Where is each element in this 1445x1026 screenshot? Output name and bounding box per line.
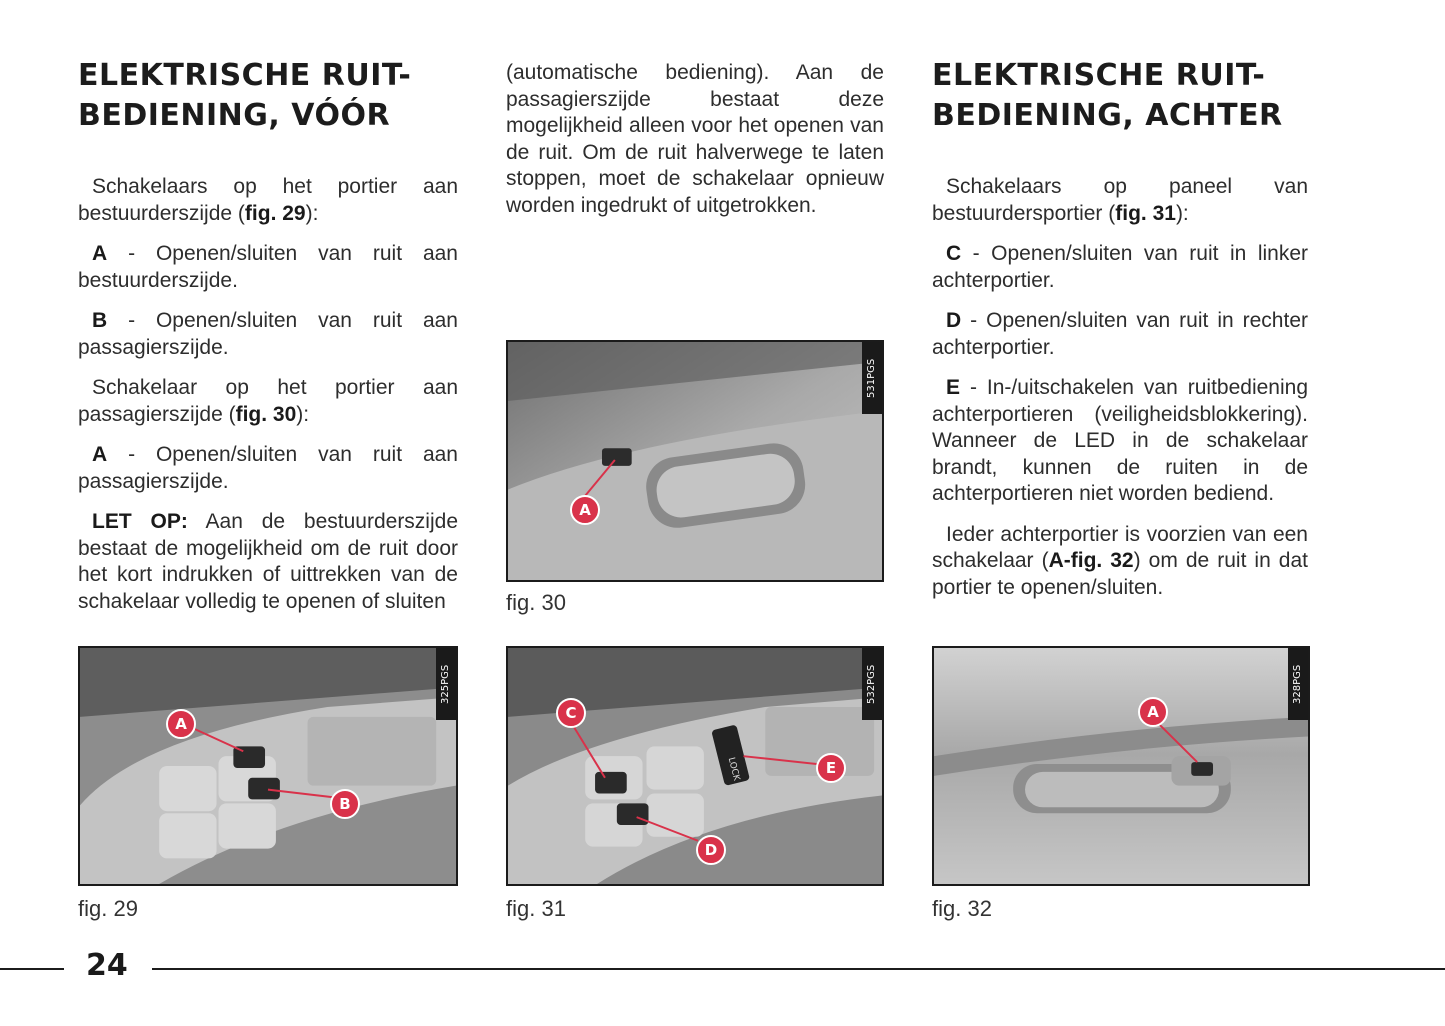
figure-31-caption: fig. 31 xyxy=(506,896,566,921)
left-column-text xyxy=(78,174,458,629)
heading-rear-line1: ELEKTRISCHE RUIT- xyxy=(932,58,1266,93)
right-column-text xyxy=(932,174,1308,615)
figure-29 xyxy=(78,646,458,886)
heading-rear xyxy=(932,56,1283,136)
figure-30-caption: fig. 30 xyxy=(506,590,566,615)
heading-front-line1: ELEKTRISCHE RUIT- xyxy=(78,58,412,93)
figure-31 xyxy=(506,646,884,886)
fig31-switch-c xyxy=(595,772,627,794)
right-paragraph-4: E - In-/uitschakelen van ruitbediening achterportieren (veiligheidsblokkering). Wanneer de LED in de schakelaar brandt, kunnen de ruiten in de achterportieren niet worden bediend. xyxy=(932,376,1308,505)
right-paragraph-3: D - Openen/sluiten van ruit in rechter achterportier. xyxy=(932,309,1308,359)
heading-rear-line2: BEDIENING, ACHTER xyxy=(932,98,1283,133)
callout-d-fig31: D xyxy=(696,835,726,865)
callout-c-fig31: C xyxy=(556,698,586,728)
middle-column-text xyxy=(506,60,884,233)
heading-front xyxy=(78,56,411,136)
figure-29-code: 325PGS xyxy=(436,648,456,720)
heading-front-line2: BEDIENING, VÓÓR xyxy=(78,98,391,133)
left-paragraph-1: Schakelaars op het portier aan bestuurderszijde (fig. 29): xyxy=(78,175,458,225)
footer-rule-right xyxy=(152,968,1445,970)
left-paragraph-6: LET OP: Aan de bestuurderszijde bestaat de mogelijkheid om de ruit door het kort indrukken of uittrekken van de schakelaar volledig te openen of sluiten xyxy=(78,510,458,613)
footer-rule-left xyxy=(0,968,64,970)
figure-30-illustration xyxy=(508,342,882,580)
figure-32-caption: fig. 32 xyxy=(932,896,992,921)
page-number: 24 xyxy=(86,948,128,983)
right-paragraph-2: C - Openen/sluiten van ruit in linker achterportier. xyxy=(932,242,1308,292)
right-paragraph-5: Ieder achterportier is voorzien van een schakelaar (A-fig. 32) om de ruit in dat portier te openen/sluiten. xyxy=(932,522,1309,599)
left-paragraph-4: Schakelaar op het portier aan passagierszijde (fig. 30): xyxy=(78,376,458,426)
figure-30 xyxy=(506,340,884,582)
figure-30-code: 531PGS xyxy=(862,342,882,414)
callout-a-fig32: A xyxy=(1138,697,1168,727)
callout-b-fig29: B xyxy=(330,789,360,819)
left-paragraph-5: A - Openen/sluiten van ruit aan passagierszijde. xyxy=(78,443,458,493)
middle-paragraph-1: (automatische bediening). Aan de passagierszijde bestaat deze mogelijkheid alleen voor het openen van de ruit. Om de ruit halverwege te laten stoppen, moet de schakelaar opnieuw worden ingedrukt of uitgetrokken. xyxy=(506,61,884,217)
fig31-lock-text: LOCK xyxy=(725,756,742,782)
callout-a-fig30: A xyxy=(570,495,600,525)
figure-29-caption: fig. 29 xyxy=(78,896,138,921)
figure-32 xyxy=(932,646,1310,886)
fig32-switch xyxy=(1191,762,1213,776)
fig29-switch-b xyxy=(248,778,280,800)
callout-a-fig29: A xyxy=(166,709,196,739)
figure-29-illustration xyxy=(80,648,456,884)
left-paragraph-3: B - Openen/sluiten van ruit aan passagierszijde. xyxy=(78,309,458,359)
callout-e-fig31: E xyxy=(816,753,846,783)
fig31-switch-d xyxy=(617,803,649,825)
fig30-switch xyxy=(602,448,632,466)
figure-32-code: 328PGS xyxy=(1288,648,1308,720)
figure-32-illustration xyxy=(934,648,1308,884)
figure-31-code: 532PGS xyxy=(862,648,882,720)
right-paragraph-1: Schakelaars op paneel van bestuurdersportier (fig. 31): xyxy=(932,175,1308,225)
left-paragraph-2: A - Openen/sluiten van ruit aan bestuurderszijde. xyxy=(78,242,458,292)
